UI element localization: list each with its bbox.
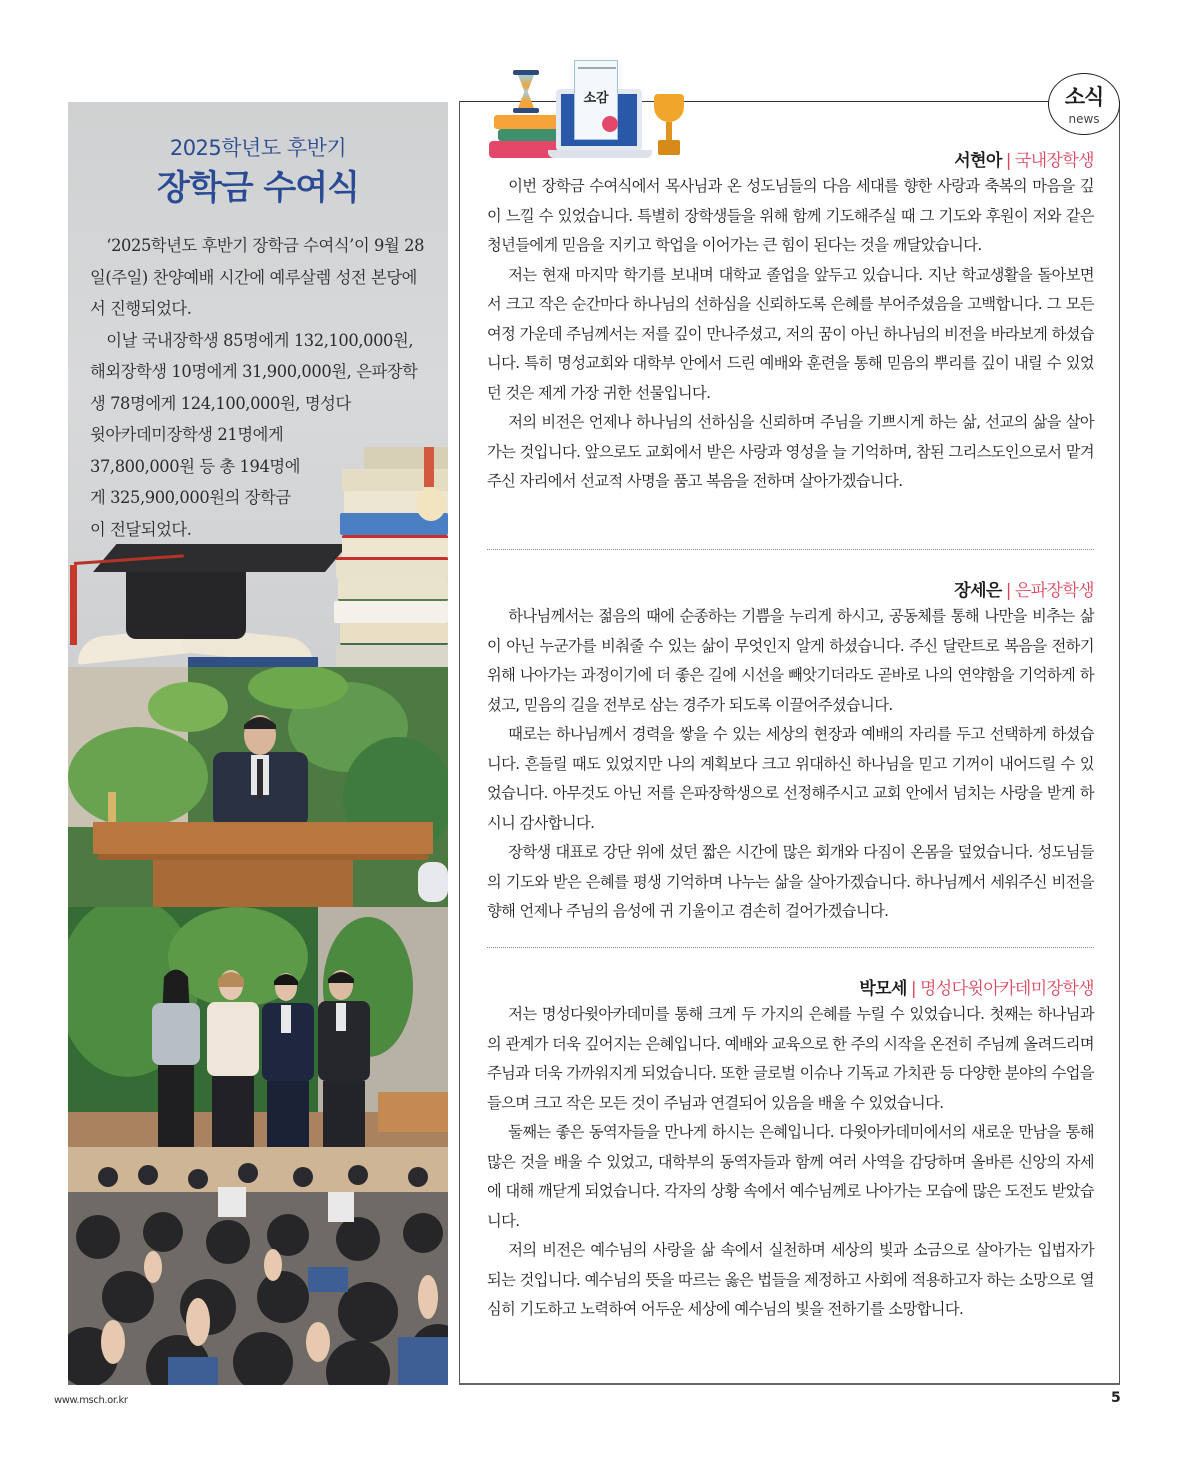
intro-paragraph: ‘2025학년도 후반기 장학금 수여식’이 9월 28일(주일) 찬양예배 시간에 예루살렘 성전 본당에서 진행되었다. [90, 236, 425, 318]
essay-text [487, 602, 1094, 927]
intro-line: 37,800,000원 등 총 194명에 [90, 456, 301, 476]
section-badge [1048, 73, 1120, 135]
essay-paragraph: 저는 현재 마지막 학기를 보내며 대학교 졸업을 앞두고 있습니다. 지난 학교생활을 돌아보면서 크고 작은 순간마다 하나님의 선하심을 신뢰하도록 은혜를 부어주셨음을 고백합니다. 그 모든 여정 가운데 주님께서는 저를 깊이 만나주셨고, 저의 꿈이 아닌 하나님의 비전을 바라보게 하셨습니다. 특히 명성교회와 대학부 안에서 드린 예배와 훈련을 통해 믿음의 뿌리를 깊이 내릴 수 있었던 것은 제게 가장 귀한 선물입니다. [487, 265, 1094, 402]
intro-line: 윗아카데미장학생 21명에게 [90, 425, 284, 444]
book-stack-illustration [333, 437, 448, 667]
photo-congregation-applause [68, 1147, 448, 1385]
medal-icon [416, 487, 446, 521]
essay-paragraph: 이번 장학금 수여식에서 목사님과 온 성도님들의 다음 세대를 향한 사랑과 축복의 마음을 깊이 느낄 수 있었습니다. 특별히 장학생들을 위해 함께 기도해주실 때 그 기도와 후원이 저와 같은 청년들에게 믿음을 지키고 학업을 이어가는 큰 힘이 된다는 것을 깨달았습니다. [487, 177, 1094, 254]
author-role: 은파장학생 [1014, 581, 1094, 601]
author-name: 서현아 [954, 151, 1002, 171]
intro-paragraph: 이날 국내장학생 85명에게 132,100,000원, 해외장학생 10명에게 31,900,000원, 은파장학생 78명에게 124,100,000원, 명성다 [90, 330, 418, 413]
photo-scholarship-recipients [68, 907, 448, 1147]
page-number: 5 [1111, 1390, 1121, 1406]
intro-line: 이 전달되었다. [90, 519, 192, 539]
intro-panel [68, 102, 448, 667]
trophy-icon [654, 94, 684, 122]
author-byline: 박모세 | 명성다윗아카데미장학생 [859, 979, 1094, 999]
seal-icon [602, 116, 618, 132]
author-byline: 서현아 | 국내장학생 [954, 151, 1094, 171]
essay-paragraph: 장학생 대표로 강단 위에 섰던 짧은 시간에 많은 회개와 다짐이 온몸을 덮었습니다. 성도님들의 기도와 받은 은혜를 평생 기억하며 나누는 삶을 살아가겠습니다. 하나님께서 세워주신 비전을 향해 언제나 주님의 음성에 귀 기울이고 겸손히 걸어가겠습니다. [487, 843, 1094, 920]
essay-paragraph: 때로는 하나님께서 경력을 쌓을 수 있는 세상의 현장과 예배의 자리를 두고 선택하게 하셨습니다. 흔들릴 때도 있었지만 나의 계획보다 크고 위대하신 하나님을 믿고 기꺼이 내어드릴 수 있었습니다. 아무것도 아닌 저를 은파장학생으로 선정해주시고 교회 안에서 넘치는 사랑을 받게 하시니 감사합니다. [487, 725, 1094, 832]
section-divider [487, 947, 1094, 948]
essay-paragraph: 하나님께서는 젊음의 때에 순종하는 기쁨을 누리게 하시고, 공동체를 통해 나만을 비추는 삶이 아닌 누군가를 비춰줄 수 있는 삶이 무엇인지 알게 하셨습니다. 주신 달란트로 복음을 전하기 위해 나아가는 과정이기에 더 좋은 길에 시선을 빼앗기더라도 곧바로 나의 연약함을 기억하게 하셨고, 믿음의 길을 전부로 삼는 경주가 되도록 이끌어주셨습니다. [487, 607, 1094, 714]
event-subtitle: 2025학년도 후반기 [169, 136, 347, 160]
essay-text [487, 172, 1094, 497]
essay-paragraph: 저의 비전은 언제나 하나님의 선하심을 신뢰하며 주님을 기쁘시게 하는 삶, 선교의 삶을 살아가는 것입니다. 앞으로도 교회에서 받은 사랑과 영성을 늘 기억하며, 참된 그리스도인으로서 맡겨주신 자리에서 선교적 사명을 품고 복음을 전하며 살아가겠습니다. [487, 413, 1094, 490]
author-name: 박모세 [859, 979, 907, 999]
section-badge-ko: 소식 [1064, 85, 1104, 109]
essay-paragraph: 저의 비전은 예수님의 사랑을 삶 속에서 실천하며 세상의 빛과 소금으로 살아가는 입법자가 되는 것입니다. 예수님의 뜻을 따르는 옳은 법들을 제정하고 사회에 적용하고자 하는 소망으로 열심히 기도하고 노력하여 어두운 세상에 예수님의 빛을 전하기를 소망합니다. [487, 1241, 1094, 1318]
author-byline: 장세은 | 은파장학생 [954, 581, 1094, 601]
hourglass-icon [513, 70, 539, 75]
essay-paragraph: 저는 명성다윗아카데미를 통해 크게 두 가지의 은혜를 누릴 수 있었습니다. 첫째는 하나님과의 관계가 더욱 깊어지는 은혜입니다. 예배와 교육으로 한 주의 시작을 온전히 주님께 올려드리며 주님과 더욱 가까워지게 되었습니다. 또한 글로벌 이슈나 기독교 가치관 등 다양한 분야의 수업을 들으며 크고 작은 모든 것이 주님과 연결되어 있음을 배울 수 있었습니다. [487, 1005, 1094, 1112]
books-icon [494, 115, 564, 129]
testimonial-label: 소감 [583, 91, 609, 106]
intro-line: 게 325,900,000원의 장학금 [90, 488, 291, 507]
graduation-cap-icon [126, 569, 246, 639]
section-divider [487, 549, 1094, 550]
section-badge-en: news [1068, 112, 1100, 126]
photo-speaker-at-pulpit [68, 667, 448, 907]
footer-url: www.msch.or.kr [54, 1395, 128, 1406]
essay-text [487, 1000, 1094, 1325]
essay-paragraph: 둘째는 좋은 동역자들을 만나게 하시는 은혜입니다. 다윗아카데미에서의 새로운 만남을 통해 많은 것을 배울 수 있었고, 대학부의 동역자들과 함께 여러 사역을 감당하며 올바른 신앙의 자세에 대해 깨닫게 되었습니다. 각자의 상황 속에서 예수님께로 나아가는 모습에 많은 도전도 받았습니다. [487, 1123, 1094, 1230]
author-name: 장세은 [954, 581, 1002, 601]
tassel-icon [70, 565, 77, 645]
event-title: 장학금 수여식 [157, 168, 359, 208]
testimonial-header-illustration [486, 52, 706, 162]
author-role: 국내장학생 [1014, 151, 1094, 171]
author-role: 명성다윗아카데미장학생 [919, 979, 1094, 999]
left-column [68, 102, 448, 1385]
